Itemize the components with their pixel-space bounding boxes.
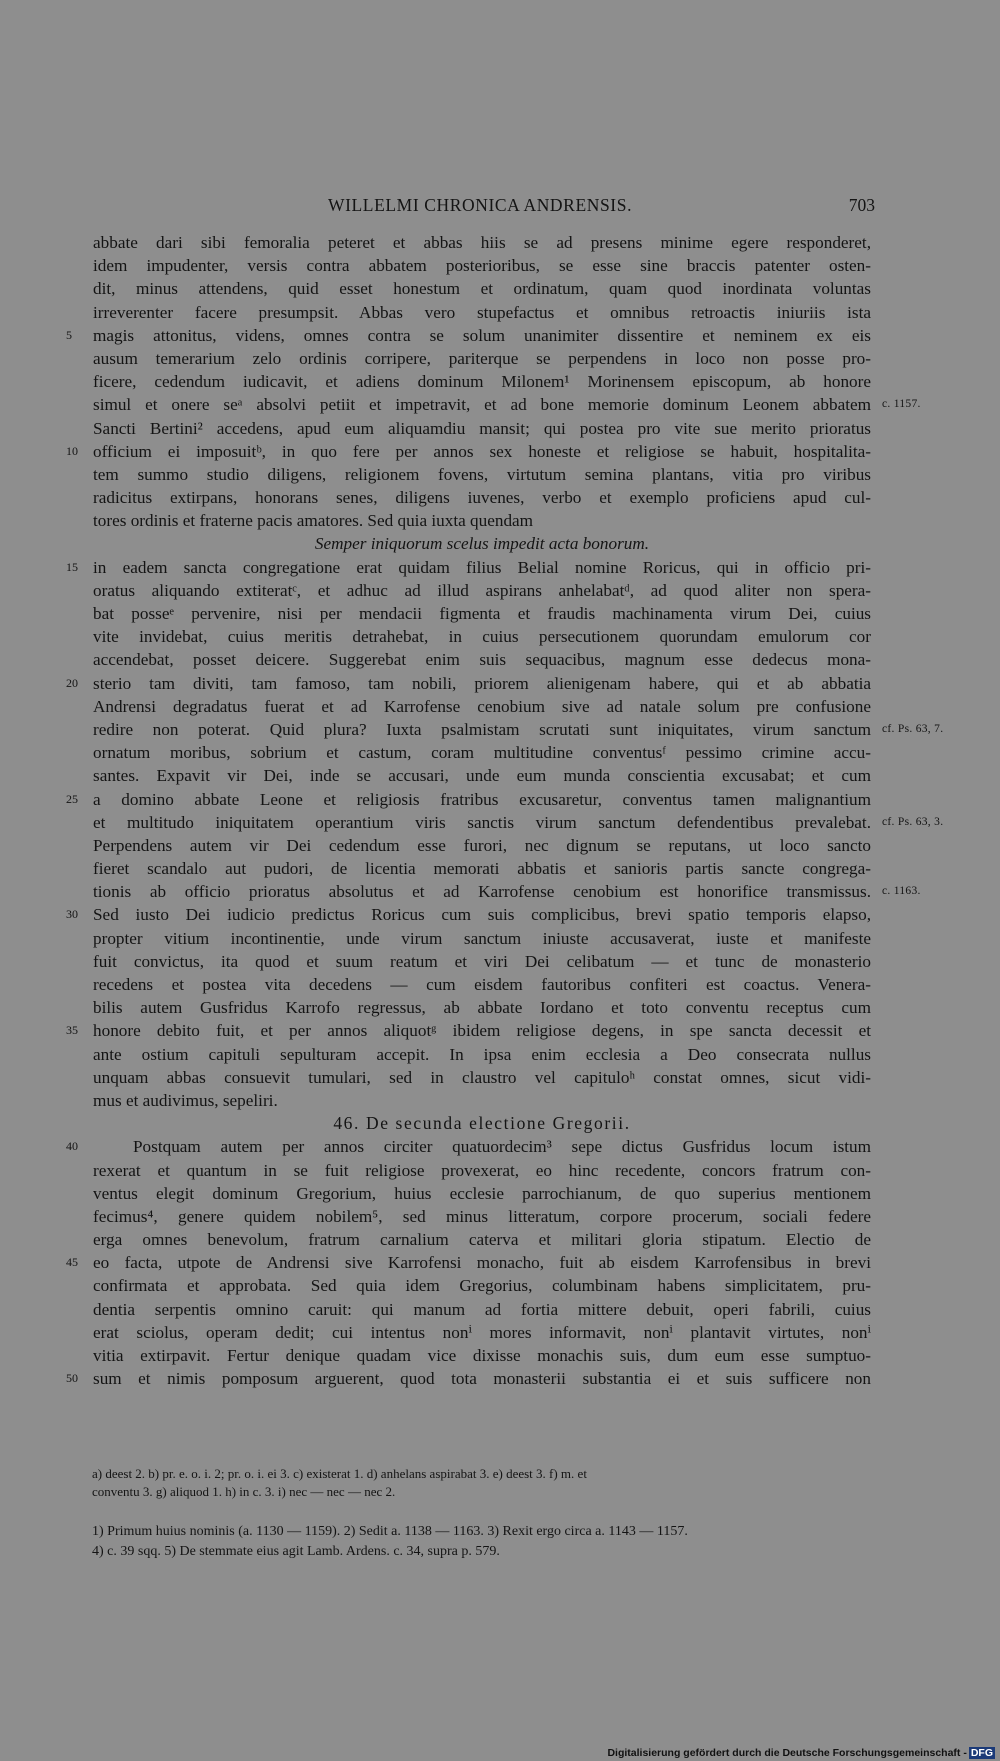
line-text: Perpendens autem vir Dei cedendum esse furori, nec dignum se reputans, ut loco sancto bbox=[93, 835, 871, 855]
text-line bbox=[93, 254, 871, 277]
footnote-line: 4) c. 39 sqq. 5) De stemmate eius agit Lamb. Ardens. c. 34, supra p. 579. bbox=[92, 1544, 500, 1559]
line-text: abbate dari sibi femoralia peteret et abbas hiis se ad presens minime egere responderet, bbox=[93, 233, 871, 252]
margin-note: cf. Ps. 63, 7. bbox=[882, 722, 944, 735]
text-line bbox=[93, 764, 871, 787]
line-text: fuit convictus, ita quod et suum reatum et viri Dei celibatum — et tunc de monasterio bbox=[93, 951, 871, 971]
line-text: honore debito fuit, et per annos aliquotᵍ ibidem religiose degens, in spe sancta decessit et bbox=[93, 1021, 871, 1041]
text-line bbox=[93, 880, 921, 903]
text-line bbox=[93, 579, 871, 602]
line-text: 46. De secunda electione Gregorii. bbox=[333, 1113, 631, 1134]
text-line bbox=[93, 1089, 871, 1112]
text-line bbox=[66, 556, 871, 579]
line-text: recedens et postea vita decedens — cum eisdem fautoribus confiteri est coactus. Venera- bbox=[93, 975, 871, 994]
text-line bbox=[66, 672, 871, 695]
line-text: confirmata et approbata. Sed quia idem Gregorius, columbinam habens simplicitatem, pru- bbox=[93, 1276, 871, 1296]
line-number: 35 bbox=[66, 1023, 78, 1038]
line-text: santes. Expavit vir Dei, inde se accusari, unde eum munda conscientia excusabat; et cum bbox=[93, 766, 871, 786]
line-text: sum et nimis pomposum arguerent, quod tota monasterii substantia ei et suis sufficere non bbox=[93, 1369, 871, 1389]
text-line bbox=[93, 1182, 871, 1205]
text-line bbox=[93, 648, 871, 671]
running-header bbox=[85, 195, 875, 219]
line-text: fecimus⁴, genere quidem nobilem⁵, sed minus litteratum, corpore procerum, sociali federe bbox=[93, 1206, 871, 1226]
text-line bbox=[93, 811, 944, 834]
text-line bbox=[93, 950, 871, 973]
running-title: WILLELMI CHRONICA ANDRENSIS. bbox=[327, 195, 633, 215]
text-line bbox=[93, 927, 871, 950]
credit-text: Digitalisierung gefördert durch die Deutsche Forschungsgemeinschaft - bbox=[607, 1747, 967, 1759]
dfg-logo: DFG bbox=[970, 1747, 993, 1759]
line-text: dentia serpentis omnino caruit: qui manum ad fortia mittere debuit, operi fabrili, cuius bbox=[93, 1299, 871, 1319]
text-line bbox=[93, 417, 871, 440]
line-text: officium ei imposuitᵇ, in quo fere per annos sex honeste et religiose se habuit, hospitalita- bbox=[93, 441, 871, 461]
line-text: rexerat et quantum in se fuit religiose provexerat, eo hinc recedente, concors fratrum con- bbox=[93, 1160, 871, 1180]
text-line bbox=[66, 1135, 871, 1158]
text-line bbox=[93, 393, 921, 416]
line-text: erga omnes benevolum, fratrum carnalium caterva et militari gloria stipatum. Electio de bbox=[93, 1230, 871, 1250]
line-text: in eadem sancta congregatione erat quidam filius Belial nomine Roricus, qui in officio pri- bbox=[93, 557, 871, 577]
line-number: 25 bbox=[66, 791, 78, 806]
digitization-credit bbox=[607, 1747, 995, 1759]
text-line bbox=[93, 509, 871, 532]
text-line bbox=[93, 718, 944, 741]
margin-note: c. 1163. bbox=[882, 885, 921, 898]
line-text: Semper iniquorum scelus impedit acta bonorum. bbox=[314, 534, 650, 554]
line-text: vitia extirpavit. Fertur denique quadam vice dixisse monachis suis, dum eum esse sumptuo- bbox=[93, 1346, 871, 1365]
line-number: 20 bbox=[66, 675, 78, 690]
line-number: 10 bbox=[66, 443, 78, 458]
text-line bbox=[93, 1043, 871, 1066]
text-line bbox=[93, 1205, 871, 1228]
text-line bbox=[93, 1298, 871, 1321]
text-line bbox=[66, 1251, 871, 1274]
text-line bbox=[93, 1159, 871, 1182]
line-text: ausum temerarium zelo ordinis corripere, pariterque se perpendens in loco non posse pro- bbox=[93, 348, 871, 368]
line-text: erat sciolus, operam dedit; cui intentus nonⁱ mores informavit, nonⁱ plantavit virtutes, nonⁱ bbox=[93, 1322, 871, 1342]
line-number: 40 bbox=[66, 1139, 78, 1154]
line-text: ante ostium capituli sepulturam accepit. In ipsa enim ecclesia a Deo consecrata nullus bbox=[93, 1044, 871, 1064]
line-text: Postquam autem per annos circiter quatuordecim³ sepe dictus Gusfridus locum istum bbox=[133, 1137, 871, 1157]
line-text: bat posseᵉ pervenire, nisi per mendacii figmenta et fraudis machinamenta virum Dei, cuius bbox=[93, 604, 871, 623]
line-number: 5 bbox=[66, 327, 72, 342]
footnote-line: 1) Primum huius nominis (a. 1130 — 1159). 2) Sedit a. 1138 — 1163. 3) Rexit ergo circa a. 1143 — 1157. bbox=[92, 1524, 688, 1539]
line-text: dit, minus attendens, quid esset honestum et ordinatum, quam quod inordinata voluntas bbox=[93, 279, 871, 299]
variant-line: a) deest 2. b) pr. e. o. i. 2; pr. o. i. ei 3. c) existerat 1. d) anhelans aspirabat 3. e) deest 3. f) m. et bbox=[92, 1466, 587, 1481]
line-text: oratus aliquando extiteratᶜ, et adhuc ad illud aspirans anhelabatᵈ, ad quod aliter non spera- bbox=[93, 580, 871, 600]
text-line bbox=[93, 996, 871, 1019]
line-text: radicitus extirpans, honorans senes, diligens iuvenes, verbo et exemplo proficiens apud cul- bbox=[93, 488, 871, 508]
text-line bbox=[93, 602, 871, 625]
text-line bbox=[66, 1367, 871, 1390]
margin-note: c. 1157. bbox=[882, 398, 921, 411]
text-line bbox=[93, 301, 871, 324]
line-number: 45 bbox=[66, 1255, 78, 1270]
text-line bbox=[93, 741, 871, 764]
text-line bbox=[93, 973, 871, 996]
line-text: magis attonitus, videns, omnes contra se solum unanimiter dissentire et neminem ex eis bbox=[93, 325, 871, 345]
line-number: 50 bbox=[66, 1371, 78, 1386]
text-line bbox=[93, 1321, 871, 1344]
footnotes bbox=[92, 1522, 872, 1562]
line-text: et multitudo iniquitatem operantium viris sanctis virum sanctum defendentibus prevalebat. bbox=[93, 812, 871, 832]
text-line bbox=[93, 231, 871, 254]
verse-quotation bbox=[93, 532, 871, 555]
line-text: tores ordinis et fraterne pacis amatores. Sed quia iuxta quendam bbox=[93, 511, 534, 531]
text-line bbox=[66, 788, 871, 811]
text-line bbox=[66, 1019, 871, 1042]
line-text: propter vitium incontinentie, unde virum sanctum iniuste accusaverat, iuste et manifeste bbox=[93, 928, 871, 948]
text-line bbox=[93, 1228, 871, 1251]
text-line bbox=[93, 463, 871, 486]
chapter-heading bbox=[93, 1112, 871, 1135]
line-text: ventus elegit dominum Gregorium, huius ecclesie parrochianum, de quo superius mentionem bbox=[93, 1183, 871, 1203]
text-line bbox=[93, 695, 871, 718]
text-line bbox=[93, 834, 871, 857]
line-text: unquam abbas consuevit tumulari, sed in claustro vel capituloʰ constat omnes, sicut vidi- bbox=[93, 1067, 871, 1087]
variant-line: conventu 3. g) aliquod 1. h) in c. 3. i) nec — nec — nec 2. bbox=[92, 1484, 396, 1499]
margin-note: cf. Ps. 63, 3. bbox=[882, 815, 944, 828]
line-text: Andrensi degradatus fuerat et ad Karrofense cenobium sive ad natale solum pre confusione bbox=[93, 696, 871, 716]
line-text: simul et onere seᵃ absolvi petiit et impetravit, et ad bone memorie dominum Leonem abbatem bbox=[93, 395, 871, 415]
line-text: a domino abbate Leone et religiosis fratribus excusaretur, conventus tamen malignantium bbox=[93, 789, 871, 809]
text-line bbox=[66, 324, 871, 347]
line-text: ficere, cedendum iudicavit, et adiens dominum Milonem¹ Morinensem episcopum, ab honore bbox=[93, 372, 871, 392]
text-line bbox=[93, 277, 871, 300]
line-text: Sed iusto Dei iudicio predictus Roricus cum suis complicibus, brevi spatio temporis elapso, bbox=[93, 905, 871, 925]
line-text: fieret scandalo aut pudori, de licentia memorati abbatis et sanioris partis sancte congrega- bbox=[93, 859, 871, 879]
text-line bbox=[93, 1274, 871, 1297]
line-text: vite invidebat, cuius meritis detrahebat, in cuius persecutionem quorundam emulorum cor bbox=[93, 627, 871, 647]
text-line bbox=[66, 903, 871, 926]
line-text: irreverenter facere presumpsit. Abbas vero stupefactus et omnibus retroactis iniuriis ista bbox=[93, 302, 871, 322]
text-line bbox=[93, 1066, 871, 1089]
line-text: tem summo studio diligens, religionem fovens, virtutum semina plantans, vitia pro viribus bbox=[93, 464, 871, 484]
text-line bbox=[93, 857, 871, 880]
line-number: 15 bbox=[66, 559, 78, 574]
text-line bbox=[93, 370, 871, 393]
page-number: 703 bbox=[848, 195, 875, 215]
text-line bbox=[93, 1344, 871, 1367]
line-text: Sancti Bertini² accedens, apud eum aliquamdiu mansit; qui postea pro vite sue merito prioratus bbox=[93, 418, 871, 438]
line-text: tionis ab officio prioratus absolutus et ad Karrofense cenobium est honorifice transmissus. bbox=[93, 882, 871, 902]
line-text: bilis autem Gusfridus Karrofo regressus, ab abbate Iordano et toto conventu receptus cum bbox=[93, 998, 871, 1018]
text-line bbox=[93, 486, 871, 509]
variant-apparatus bbox=[92, 1465, 872, 1501]
line-text: accendebat, posset deicere. Suggerebat enim suis sequacibus, magnum esse dedecus mona- bbox=[93, 650, 871, 670]
line-text: sterio tam diviti, tam famoso, tam nobili, priorem alienigenam habere, qui et ab abbatia bbox=[93, 673, 871, 693]
line-text: mus et audivimus, sepeliri. bbox=[93, 1090, 278, 1110]
line-text: redire non poterat. Quid plura? Iuxta psalmistam scrutati sunt iniquitates, virum sanctum bbox=[93, 719, 871, 739]
line-text: ornatum moribus, sobrium et castum, coram multitudine conventusᶠ pessimo crimine accu- bbox=[93, 743, 871, 763]
line-text: idem impudenter, versis contra abbatem posterioribus, se esse sine braccis patenter osten- bbox=[93, 256, 871, 276]
line-number: 30 bbox=[66, 907, 78, 922]
main-text bbox=[66, 231, 944, 1390]
text-line bbox=[93, 347, 871, 370]
text-line bbox=[66, 440, 871, 463]
text-line bbox=[93, 625, 871, 648]
line-text: eo facta, utpote de Andrensi sive Karrofensi monacho, fuit ab eisdem Karrofensibus in brevi bbox=[93, 1253, 871, 1273]
